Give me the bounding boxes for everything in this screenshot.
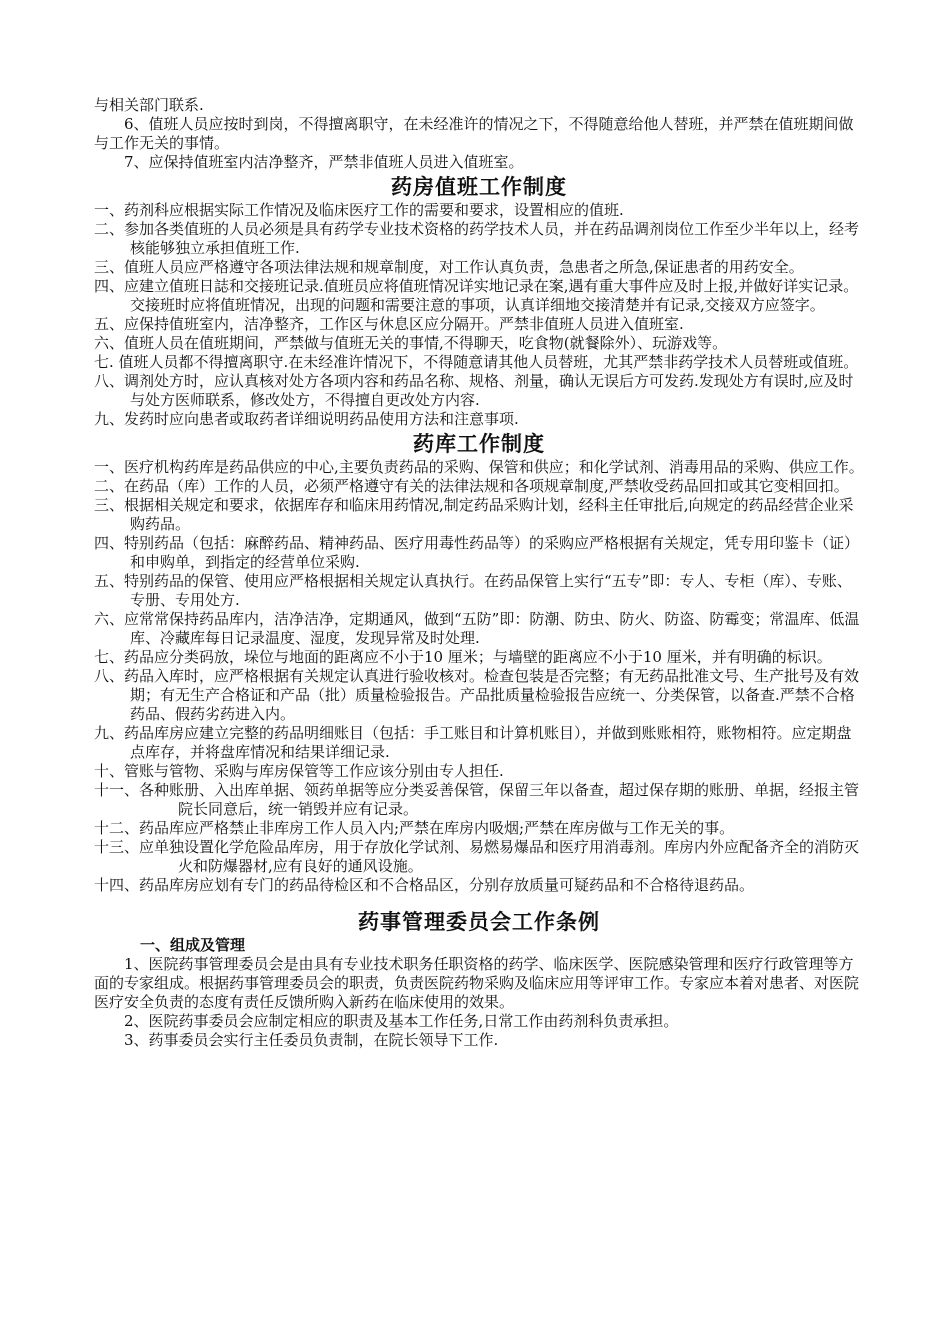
list-item: 十二、药品库应严格禁止非库房工作人员入内;严禁在库房内吸烟;严禁在库房做与工作无关的事。 (94, 819, 735, 837)
list-item: 八、药品入库时，应严格根据有关规定认真进行验收核对。检查包装是否完整；有无药品批准文号、生产批号及有效期；有无生产合格证和产品（批）质量检验报告。产品批质量检验报告应统一、分类保管，以备查.严禁不合格药品、假药劣药进入内。 (94, 667, 860, 723)
list-item: 五、特别药品的保管、使用应严格根据相关规定认真执行。在药品保管上实行“五专”即：专人、专柜（库）、专账、专册、专用处方. (94, 572, 852, 609)
list-item: 十一、各种账册、入出库单据、领药单据等应分类妥善保管，保留三年以备查，超过保存期的账册、单据，经报主管院长同意后，统一销毁并应有记录。 (94, 781, 860, 818)
document-page (94, 96, 864, 1050)
section-title-pharmacy-duty: 药房值班工作制度 (391, 175, 567, 199)
list-item: 九、发药时应向患者或取药者详细说明药品使用方法和注意事项. (94, 410, 519, 428)
intro-rule-6: 6、值班人员应按时到岗，不得擅离职守，在未经准许的情况之下，不得随意给他人替班，并严禁在值班期间做与工作无关的事情。 (94, 115, 854, 152)
list-item: 一、药剂科应根据实际工作情况及临床医疗工作的需要和要求，设置相应的值班. (94, 201, 624, 219)
paragraph: 1、医院药事管理委员会是由具有专业技术职务任职资格的药学、临床医学、医院感染管理和医疗行政管理等方面的专家组成。根据药事管理委员会的职责，负责医院药物采购及临床应用等评审工作。专家应本着对患者、对医院医疗安全负责的态度有责任反馈所购入新药在临床使用的效果。 (94, 955, 860, 1011)
paragraph: 3、药事委员会实行主任委员负责制，在院长领导下工作. (124, 1031, 499, 1049)
list-item: 十、管账与管物、采购与库房保管等工作应该分别由专人担任. (94, 762, 504, 780)
list-item: 八、调剂处方时，应认真核对处方各项内容和药品名称、规格、剂量，确认无误后方可发药.发现处方有误时,应及时与处方医师联系，修改处方，不得擅自更改处方内容. (94, 372, 854, 409)
section-title-pharmacy-committee: 药事管理委员会工作条例 (358, 910, 600, 934)
list-item: 二、参加各类值班的人员必须是具有药学专业技术资格的药学技术人员，并在药品调剂岗位工作至少半年以上，经考核能够独立承担值班工作. (94, 220, 860, 257)
list-item: 四、应建立值班日誌和交接班记录.值班员应将值班情况详实地记录在案,遇有重大事件应及时上报,并做好详实记录。交接班时应将值班情况，出现的问题和需要注意的事项，认真详细地交接清楚并有记录,交接双方应签字。 (94, 277, 859, 314)
intro-line: 与相关部门联系. (94, 96, 204, 114)
list-item: 十三、应单独设置化学危险品库房，用于存放化学试剂、易燃易爆品和医疗用消毒剂。库房内外应配备齐全的消防灭火和防爆器材,应有良好的通风设施。 (94, 838, 860, 875)
list-item: 三、值班人员应严格遵守各项法律法规和规章制度，对工作认真负责，急患者之所急,保证患者的用药安全。 (94, 258, 804, 276)
list-item: 七、药品应分类码放，垛位与地面的距离应不小于10 厘米；与墙壁的距离应不小于10 厘米，并有明确的标识。 (94, 648, 832, 666)
subheading: 一、组成及管理 (140, 936, 246, 954)
list-item: 一、医疗机构药库是药品供应的中心,主要负责药品的采购、保管和供应；和化学试剂、消毒用品的采购、供应工作。 (94, 458, 864, 476)
intro-rule-7: 7、应保持值班室内洁净整齐，严禁非值班人员进入值班室。 (124, 153, 524, 171)
list-item: 七. 值班人员都不得擅离职守.在未经准许情况下，不得随意请其他人员替班，尤其严禁非药学技术人员替班或值班。 (94, 353, 859, 371)
list-item: 五、应保持值班室内，洁净整齐，工作区与休息区应分隔开。严禁非值班人员进入值班室. (94, 315, 684, 333)
list-item: 二、在药品（库）工作的人员，必须严格遵守有关的法律法规和各项规章制度,严禁收受药品回扣或其它变相回扣。 (94, 477, 849, 495)
list-item: 四、特别药品（包括：麻醉药品、精神药品、医疗用毒性药品等）的采购应严格根据有关规定，凭专用印鉴卡（证）和申购单，到指定的经营单位采购. (94, 534, 860, 571)
list-item: 六、应常常保持药品库内，洁净洁净，定期通风，做到“五防”即：防潮、防虫、防火、防盗、防霉变；常温库、低温库、冷藏库每日记录温度、湿度，发现异常及时处理. (94, 610, 860, 647)
list-item: 九、药品库房应建立完整的药品明细账目（包括：手工账目和计算机账目），并做到账账相符，账物相符。应定期盘点库存，并将盘库情况和结果详细记录. (94, 724, 852, 761)
list-item: 三、根据相关规定和要求，依据库存和临床用药情况,制定药品采购计划，经科主任审批后,向规定的药品经营企业采购药品。 (94, 496, 854, 533)
list-item: 十四、药品库房应划有专门的药品待检区和不合格品区，分别存放质量可疑药品和不合格待退药品。 (94, 876, 755, 894)
list-item: 六、值班人员在值班期间，严禁做与值班无关的事情,不得聊天，吃食物(就餐除外）、玩游戏等。 (94, 334, 728, 352)
paragraph: 2、医院药事委员会应制定相应的职责及基本工作任务,日常工作由药剂科负责承担。 (124, 1012, 679, 1030)
section-title-drug-store: 药库工作制度 (413, 432, 545, 456)
